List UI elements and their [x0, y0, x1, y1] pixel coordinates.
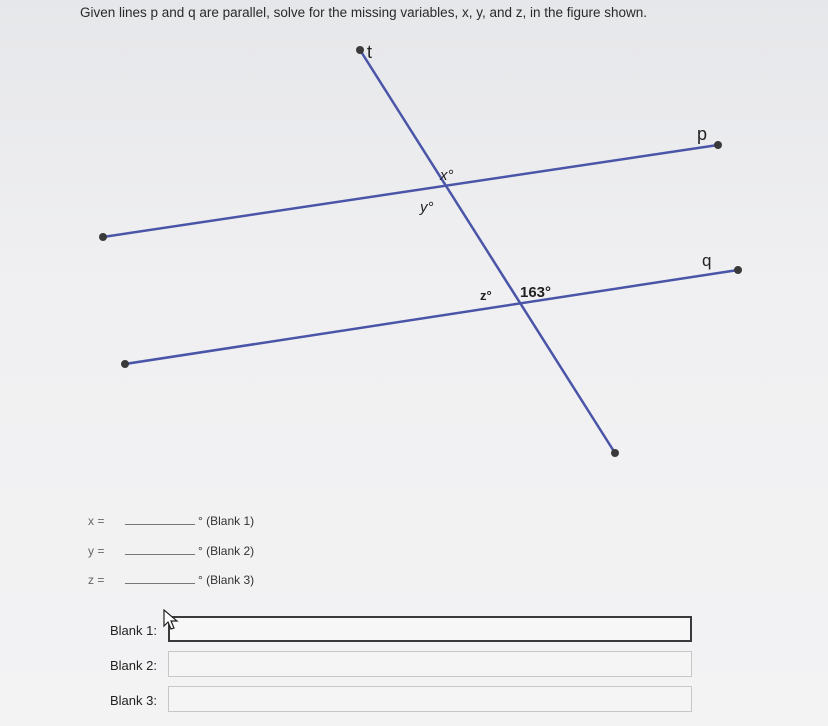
mouse-cursor-icon — [163, 609, 179, 631]
answer-label: Blank 3: — [110, 693, 157, 708]
label-y: y° — [420, 199, 434, 216]
equation-var: x = — [88, 514, 105, 528]
point-p-right — [714, 141, 722, 149]
line-p — [103, 145, 718, 237]
blank-2-input[interactable] — [168, 651, 692, 677]
line-q — [125, 270, 738, 364]
blank-reference: ° (Blank 1) — [198, 514, 255, 528]
equation-var: z = — [88, 573, 105, 587]
label-163: 163° — [520, 284, 552, 301]
answer-label: Blank 2: — [110, 658, 157, 673]
blank-reference: ° (Blank 2) — [198, 544, 255, 558]
question-text: Given lines p and q are parallel, solve for the missing variables, x, y, and z, in the figure shown. — [80, 5, 648, 20]
blank-reference: ° (Blank 3) — [198, 573, 255, 587]
label-q: q — [702, 251, 712, 270]
blank-line — [125, 554, 195, 555]
point-q-right — [734, 266, 742, 274]
blank-line — [125, 524, 195, 525]
blank-line — [125, 583, 195, 584]
point-t-bottom — [611, 449, 619, 457]
label-z: z° — [480, 288, 492, 303]
point-q-left — [121, 360, 129, 368]
transversal-t — [360, 50, 615, 453]
point-p-left — [99, 233, 107, 241]
blank-1-input[interactable] — [168, 616, 692, 642]
equation-var: y = — [88, 544, 105, 558]
point-t-top — [356, 46, 364, 54]
label-x: x° — [440, 167, 454, 184]
label-p: p — [697, 124, 708, 144]
label-t: t — [367, 42, 373, 62]
blank-3-input[interactable] — [168, 686, 692, 712]
answer-label: Blank 1: — [110, 623, 157, 638]
